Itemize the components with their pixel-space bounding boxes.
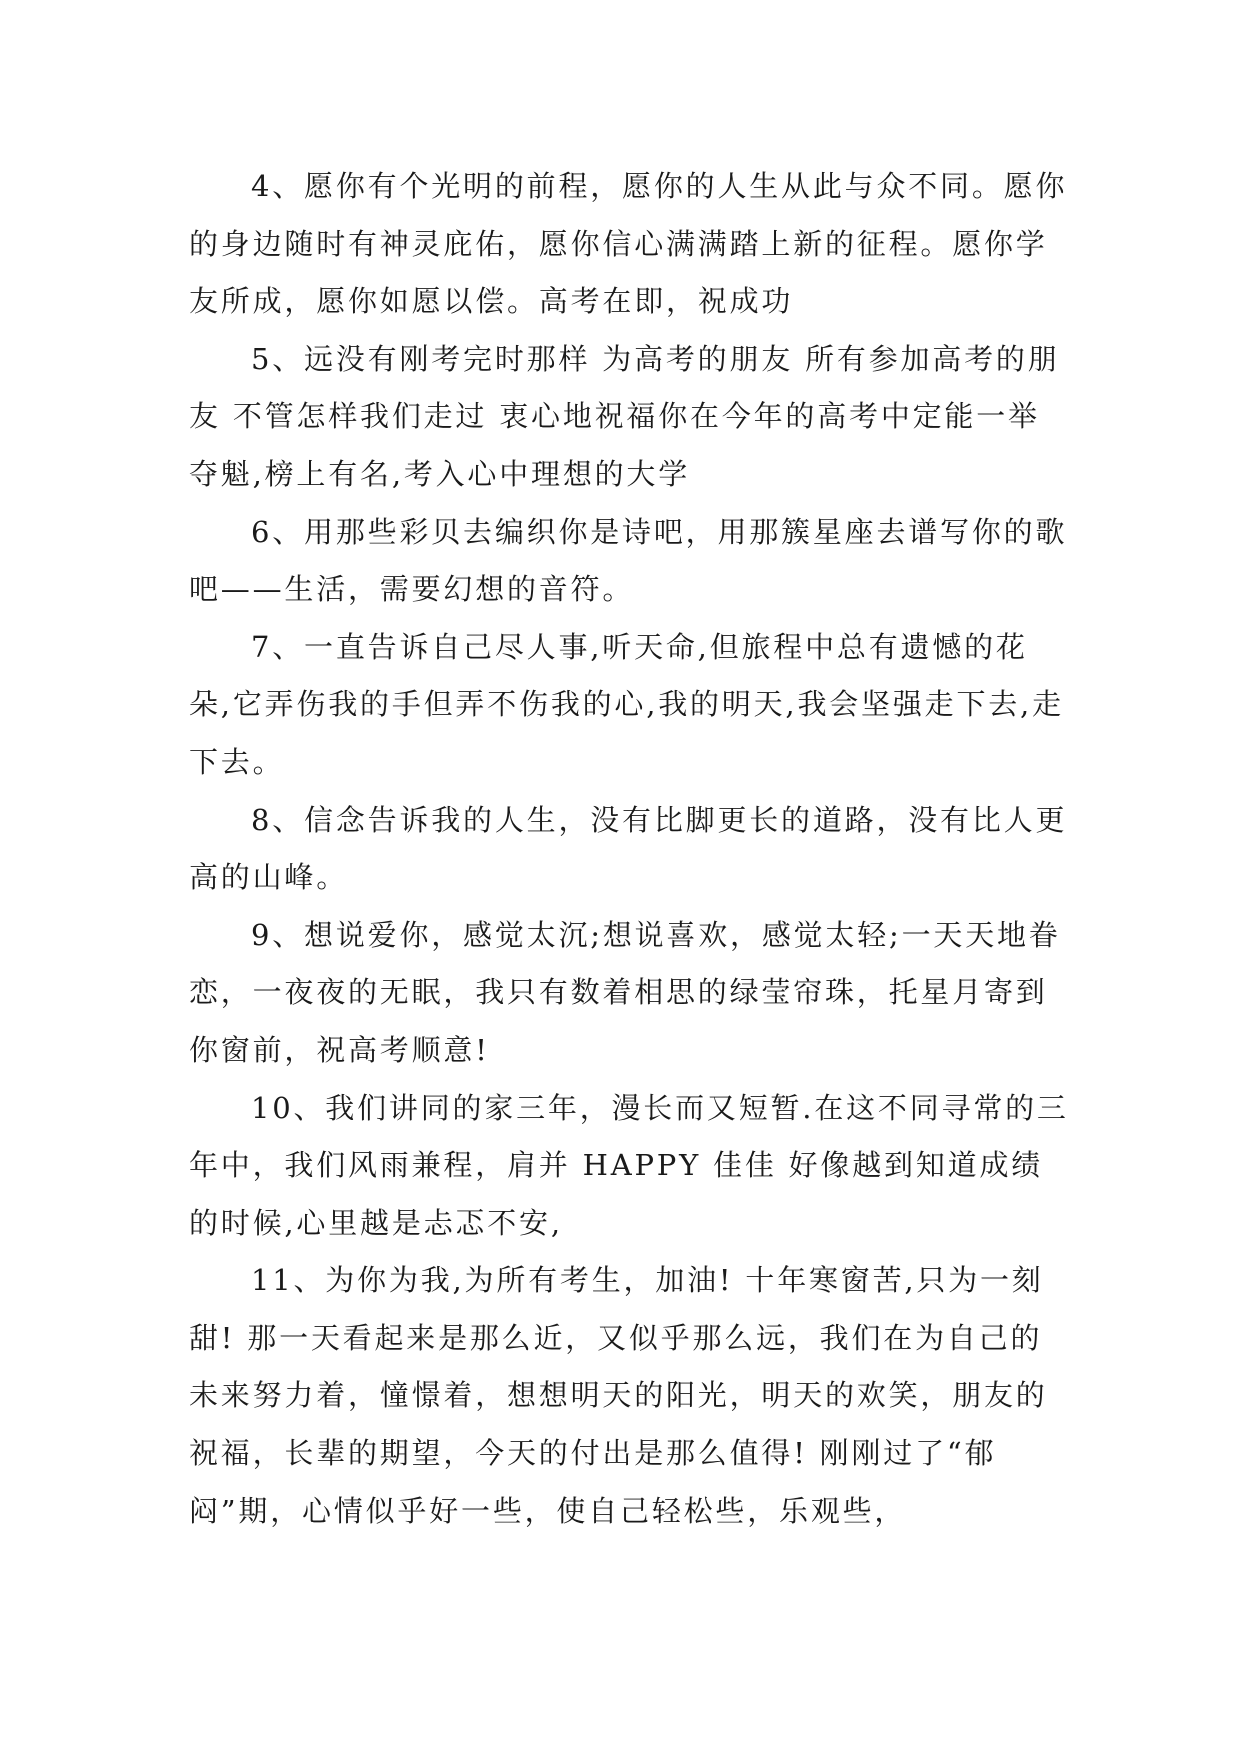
paragraph-6: 6、用那些彩贝去编织你是诗吧，用那簇星座去谱写你的歌吧——生活，需要幻想的音符。: [189, 514, 1068, 607]
document-body: [189, 158, 1069, 1540]
paragraph-9: 9、想说爱你，感觉太沉;想说喜欢，感觉太轻;一天天地眷恋，一夜夜的无眠，我只有数着相思的绿莹帘珠，托星月寄到你窗前，祝高考顺意!: [189, 917, 1061, 1067]
paragraph-4: 4、愿你有个光明的前程，愿你的人生从此与众不同。愿你的身边随时有神灵庇佑，愿你信心满满踏上新的征程。愿你学友所成，愿你如愿以偿。高考在即，祝成功: [189, 169, 1068, 319]
paragraph-5: 5、远没有刚考完时那样 为高考的朋友 所有参加高考的朋友 不管怎样我们走过 衷心地祝福你在今年的高考中定能一举夺魁,榜上有名,考入心中理想的大学: [189, 341, 1060, 491]
paragraph-8: 8、信念告诉我的人生，没有比脚更长的道路，没有比人更高的山峰。: [189, 802, 1068, 895]
paragraph-10: 10、我们讲同的家三年，漫长而又短暂.在这不同寻常的三年中，我们风雨兼程，肩并 HAPPY 佳佳 好像越到知道成绩的时候,心里越是忐忑不安,: [189, 1090, 1069, 1240]
paragraph-7: 7、一直告诉自己尽人事,听天命,但旅程中总有遗憾的花朵,它弄伤我的手但弄不伤我的心,我的明天,我会坚强走下去,走下去。: [189, 629, 1064, 779]
paragraph-11: 11、为你为我,为所有考生，加油! 十年寒窗苦,只为一刻甜! 那一天看起来是那么近，又似乎那么远，我们在为自己的未来努力着，憧憬着，想想明天的阳光，明天的欢笑，朋友的祝福，长辈的期望，今天的付出是那么值得! 刚刚过了“郁闷”期，心情似乎好一些，使自己轻松些，乐观些，: [189, 1263, 1048, 1528]
